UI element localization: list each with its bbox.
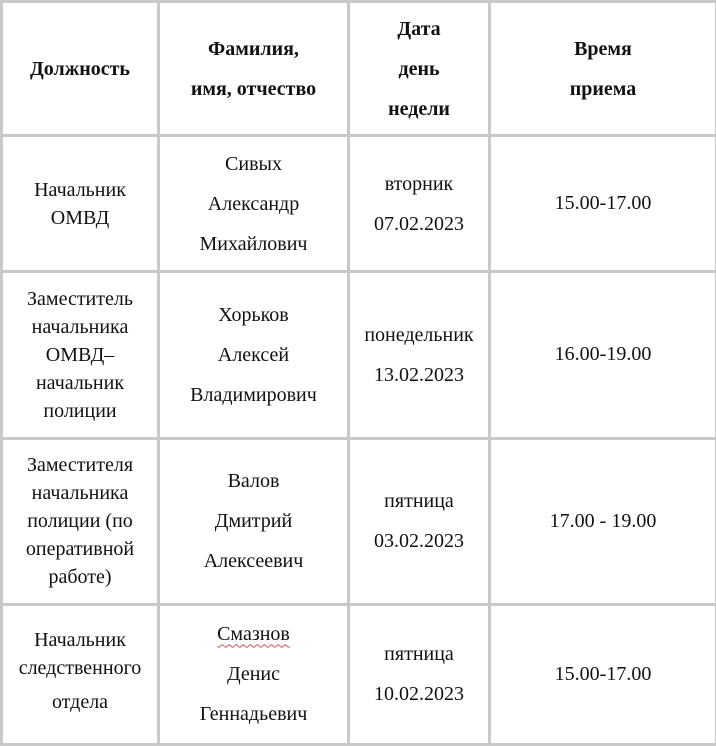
position-line: начальник (35, 371, 125, 394)
position-line: оперативной (25, 538, 135, 561)
weekday: понедельник (364, 323, 474, 346)
table-header-row (3, 3, 716, 137)
patronymic: Геннадьевич (199, 703, 308, 726)
header-time (491, 3, 716, 137)
patronymic: Алексеевич (203, 550, 304, 573)
patronymic: Михайлович (199, 232, 308, 255)
cell-full-name (160, 606, 350, 746)
weekday: пятница (384, 643, 454, 666)
header-date (350, 3, 491, 137)
time-value: 17.00 - 19.00 (549, 509, 657, 532)
surname: Хорьков (218, 303, 289, 326)
position-line: полиции (по (27, 510, 133, 533)
table-row (3, 606, 716, 746)
header-time-line-1: Время (574, 37, 632, 60)
header-date-line-2: день (398, 57, 440, 80)
cell-position (3, 137, 160, 273)
weekday: вторник (384, 172, 454, 195)
cell-position (3, 606, 160, 746)
cell-time (491, 606, 716, 746)
position-line: ОМВД– (45, 343, 115, 366)
date-value: 10.02.2023 (374, 683, 464, 706)
position-line: начальника (31, 482, 129, 505)
position-line: Заместителя (26, 454, 134, 477)
cell-date (350, 137, 491, 273)
surname (164, 614, 343, 654)
cell-position (3, 440, 160, 606)
cell-full-name (160, 137, 350, 273)
position-line: Заместитель (27, 287, 133, 310)
time-value: 16.00-19.00 (554, 343, 652, 366)
position-line: начальника (31, 315, 129, 338)
header-full-name-line-1: Фамилия, (208, 37, 299, 60)
header-time-line-2: приема (569, 77, 637, 100)
time-value: 15.00-17.00 (554, 662, 652, 685)
header-full-name (160, 3, 350, 137)
cell-time (491, 440, 716, 606)
surname: Сивых (225, 152, 282, 175)
cell-time (491, 273, 716, 439)
date-value: 03.02.2023 (374, 530, 464, 553)
header-date-line-3: недели (388, 97, 450, 120)
table-row (3, 273, 716, 439)
surname: Валов (227, 470, 280, 493)
header-position (3, 3, 160, 137)
position-line: ОМВД (50, 206, 110, 229)
position-line: Начальник (34, 178, 126, 201)
header-date-line-1: Дата (397, 17, 441, 40)
position-line: отдела (51, 691, 109, 714)
cell-time (491, 137, 716, 273)
first-name: Алексей (217, 343, 290, 366)
cell-date (350, 440, 491, 606)
weekday: пятница (384, 490, 454, 513)
date-value: 07.02.2023 (374, 212, 464, 235)
time-value: 15.00-17.00 (554, 192, 652, 215)
header-position-text: Должность (29, 57, 131, 80)
patronymic: Владимирович (190, 383, 317, 406)
header-full-name-line-2: имя, отчество (190, 77, 317, 100)
first-name: Дмитрий (214, 510, 293, 533)
cell-full-name (160, 440, 350, 606)
cell-full-name (160, 273, 350, 439)
date-value: 13.02.2023 (374, 363, 464, 386)
cell-position (3, 273, 160, 439)
table-row (3, 440, 716, 606)
first-name: Александр (207, 192, 300, 215)
cell-date (350, 273, 491, 439)
first-name: Денис (226, 663, 281, 686)
position-line: Начальник (34, 629, 126, 652)
surname-text: Смазнов (217, 623, 290, 646)
position-line: работе) (48, 566, 112, 589)
position-line: полиции (43, 399, 117, 422)
position-line: следственного (18, 657, 142, 680)
table-row (3, 137, 716, 273)
cell-date (350, 606, 491, 746)
